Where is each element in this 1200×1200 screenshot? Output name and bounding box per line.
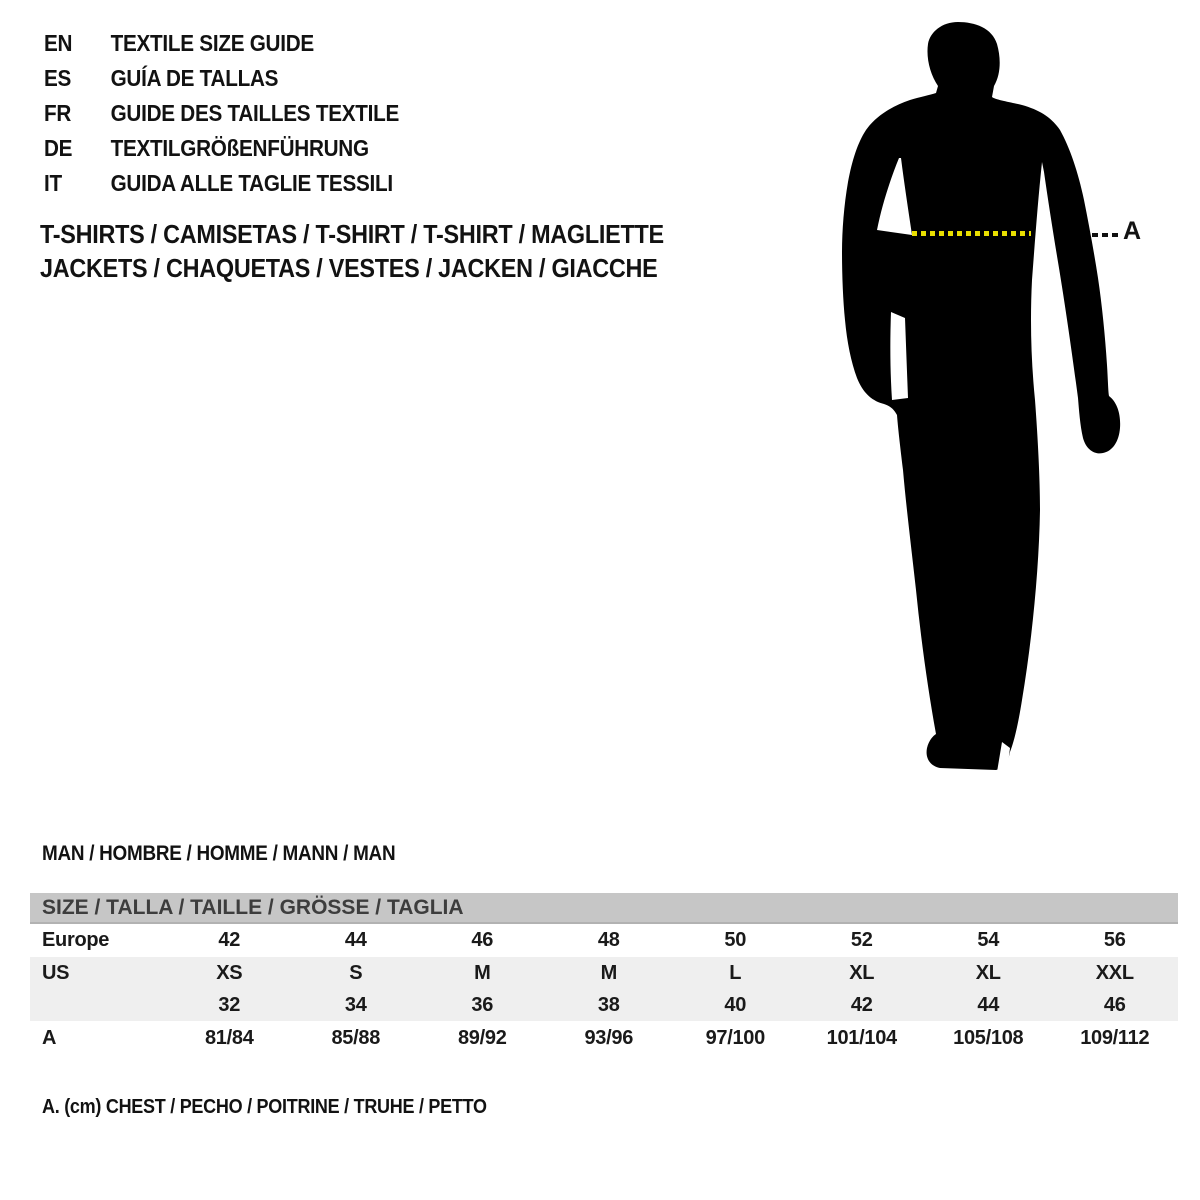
size-cell: 101/104	[799, 1021, 926, 1056]
row-label: US	[30, 957, 166, 989]
man-heading: MAN / HOMBRE / HOMME / MANN / MAN	[42, 842, 396, 865]
language-label: GUIDA ALLE TAGLIE TESSILI	[110, 170, 393, 196]
table-row-chest	[30, 1021, 1178, 1056]
armpit-gap	[877, 158, 912, 235]
size-cell: M	[419, 957, 546, 989]
size-cell: XS	[166, 957, 293, 989]
size-cell: 105/108	[925, 1021, 1052, 1056]
measurement-note: A. (cm) CHEST / PECHO / POITRINE / TRUHE / PETTO	[42, 1096, 487, 1118]
size-cell: 56	[1052, 923, 1179, 957]
size-table-header-row	[30, 893, 1178, 923]
size-cell: 38	[546, 989, 673, 1021]
size-cell: 50	[672, 923, 799, 957]
table-row-europe	[30, 923, 1178, 957]
language-row	[44, 61, 399, 96]
language-code: EN	[44, 30, 73, 56]
row-label: Europe	[30, 923, 166, 957]
size-cell: 52	[799, 923, 926, 957]
size-cell: 97/100	[672, 1021, 799, 1056]
size-cell: 34	[293, 989, 420, 1021]
size-cell: 44	[293, 923, 420, 957]
language-code: DE	[44, 135, 73, 161]
size-cell: 36	[419, 989, 546, 1021]
category-line-jackets: JACKETS / CHAQUETAS / VESTES / JACKEN / GIACCHE	[40, 253, 658, 283]
size-cell: 54	[925, 923, 1052, 957]
silhouette-path	[842, 22, 1120, 770]
size-cell: 42	[166, 923, 293, 957]
size-cell: 85/88	[293, 1021, 420, 1056]
size-cell: 44	[925, 989, 1052, 1021]
size-cell: M	[546, 957, 673, 989]
language-row	[44, 131, 399, 166]
table-row-numeric	[30, 989, 1178, 1021]
language-row	[44, 26, 399, 61]
size-cell: 46	[1052, 989, 1179, 1021]
language-code: IT	[44, 170, 62, 196]
size-cell: XL	[799, 957, 926, 989]
size-table-wrap	[30, 893, 1178, 1056]
size-cell: 93/96	[546, 1021, 673, 1056]
size-cell: XL	[925, 957, 1052, 989]
size-cell: 81/84	[166, 1021, 293, 1056]
size-cell: 40	[672, 989, 799, 1021]
measure-label-a: A	[1123, 217, 1142, 245]
size-cell: XXL	[1052, 957, 1179, 989]
size-cell: 42	[799, 989, 926, 1021]
language-label: TEXTILE SIZE GUIDE	[110, 30, 314, 56]
language-label: GUIDE DES TAILLES TEXTILE	[110, 100, 400, 126]
language-row	[44, 96, 399, 131]
size-cell: 109/112	[1052, 1021, 1179, 1056]
size-table-header: SIZE / TALLA / TAILLE / GRÖSSE / TAGLIA	[30, 893, 1178, 923]
measure-leader-line	[1092, 233, 1120, 237]
size-cell: 32	[166, 989, 293, 1021]
size-cell: 46	[419, 923, 546, 957]
language-code: ES	[44, 65, 72, 91]
size-cell: 48	[546, 923, 673, 957]
row-label: A	[30, 1021, 166, 1056]
language-guide-list	[44, 26, 399, 201]
language-code: FR	[44, 100, 72, 126]
language-label: TEXTILGRÖßENFÜHRUNG	[110, 135, 369, 161]
chest-measure-line	[912, 231, 1031, 236]
category-line-tshirts: T-SHIRTS / CAMISETAS / T-SHIRT / T-SHIRT / MAGLIETTE	[40, 219, 664, 249]
size-cell: L	[672, 957, 799, 989]
row-label	[30, 989, 166, 1021]
size-cell: S	[293, 957, 420, 989]
category-lines	[40, 217, 664, 285]
wrist-gap	[890, 312, 908, 400]
language-row	[44, 166, 399, 201]
language-label: GUÍA DE TALLAS	[110, 65, 279, 91]
feet-gap	[997, 742, 1010, 772]
size-cell: 89/92	[419, 1021, 546, 1056]
size-table	[30, 893, 1178, 1056]
table-row-us	[30, 957, 1178, 989]
